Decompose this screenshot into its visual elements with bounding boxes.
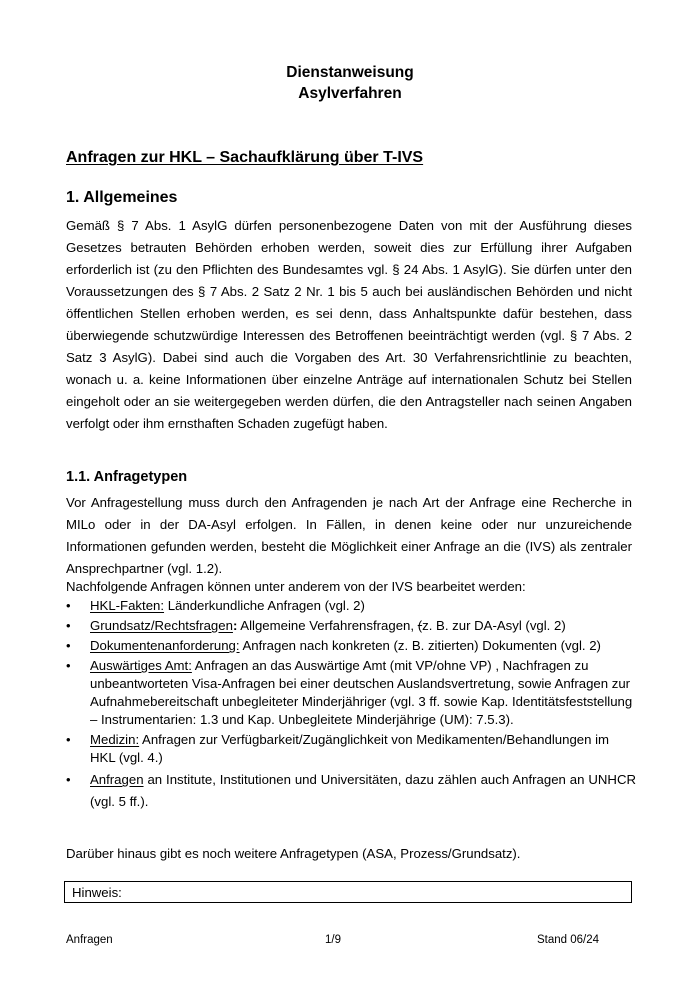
document-title: Dienstanweisung xyxy=(286,64,414,81)
footer-date: Stand 06/24 xyxy=(537,934,600,946)
list-item-term: Anfragen xyxy=(90,772,144,787)
list-item xyxy=(66,657,636,729)
list-item xyxy=(66,637,636,655)
bullet-icon: • xyxy=(66,658,71,673)
list-item-text: Anfragen an das Auswärtige Amt (mit VP/ohne VP) , Nachfragen zu unbeantworteten Visa-Anfragen bei einer deutschen Auslandsvertretung, sowie Anfragen zur Aufnahmebereitschaft unbegleiteter Minderjähriger (vgl. 3 ff. sowie Kap. Identitätsfeststellung – Instrumentarien: 1.3 und Kap. Unbegleitete Minderjährige (UM): 7.5.3). xyxy=(90,658,633,727)
list-item xyxy=(66,731,636,767)
list-item-term: Auswärtiges Amt: xyxy=(90,658,192,673)
section-title: Anfragen zur HKL – Sachaufklärung über T-IVS xyxy=(66,149,424,166)
list-outro: Darüber hinaus gibt es noch weitere Anfragetypen (ASA, Prozess/Grundsatz). xyxy=(66,846,521,861)
footer-left: Anfragen xyxy=(66,934,113,946)
bullet-icon: • xyxy=(66,772,71,787)
list-item-rest: z. B. zur DA-Asyl (vgl. 2) xyxy=(422,618,566,633)
page-number: 1/9 xyxy=(325,934,341,946)
list-item-term: Dokumentenanforderung: xyxy=(90,638,240,653)
list-item-text: an Institute, Institutionen und Universitäten, dazu zählen auch Anfragen an UNHCR (vgl. 5 ff.). xyxy=(90,772,636,809)
anfragetypen-list xyxy=(66,597,636,815)
list-item xyxy=(66,597,636,615)
bullet-icon: • xyxy=(66,732,71,747)
list-item-colon: : xyxy=(232,618,238,633)
list-item-text: Anfragen nach konkreten (z. B. zitierten) Dokumenten (vgl. 2) xyxy=(239,638,601,653)
bullet-icon: • xyxy=(66,638,71,653)
document-subtitle: Asylverfahren xyxy=(298,85,402,102)
list-item-term: Medizin: xyxy=(90,732,140,747)
list-item-term: Grundsatz/Rechtsfragen xyxy=(90,618,233,633)
list-item-term: HKL-Fakten: xyxy=(90,598,165,613)
list-item-text: Länderkundliche Anfragen (vgl. 2) xyxy=(164,598,365,613)
list-item-strike: ( xyxy=(417,618,423,633)
list-intro: Nachfolgende Anfragen können unter anderem von der IVS bearbeitet werden: xyxy=(66,579,526,594)
list-item xyxy=(66,617,636,635)
heading-anfragetypen: 1.1. Anfragetypen xyxy=(66,469,188,485)
hinweis-label: Hinweis: xyxy=(72,885,122,900)
bullet-icon: • xyxy=(66,598,71,613)
heading-allgemeines: 1. Allgemeines xyxy=(66,189,178,206)
bullet-icon: • xyxy=(66,618,71,633)
list-item xyxy=(66,769,636,813)
list-item-text: Allgemeine Verfahrensfragen, xyxy=(237,618,418,633)
list-item-text: Anfragen zur Verfügbarkeit/Zugänglichkeit von Medikamenten/Behandlungen im HKL (vgl. 4.) xyxy=(90,732,610,765)
hinweis-box xyxy=(64,881,632,903)
paragraph-allgemeines: Gemäß § 7 Abs. 1 AsylG dürfen personenbezogene Daten von mit der Ausführung dieses Gesetzes betrauten Behörden erhoben werden, soweit dies zur Erfüllung ihrer Aufgaben erforderlich ist (zu den Pflichten des Bundesamtes vgl. § 24 Abs. 1 AsylG). Sie dürfen unter den Voraussetzungen des § 7 Abs. 2 Satz 2 Nr. 1 bis 5 auch bei ausländischen Behörden und nicht öffentlichen Stellen erhoben werden, es sei denn, dass Anhaltspunkte dafür bestehen, dass überwiegende schutzwürdige Interessen des Betroffenen beeinträchtigt werden (vgl. § 7 Abs. 2 Satz 3 AsylG). Dabei sind auch die Vorgaben des Art. 30 Verfahrensrichtlinie zu beachten, wonach u. a. keine Informationen über einzelne Anträge auf internationalen Schutz bei Stellen eingeholt oder an sie weitergegeben werden dürfen, die den Antragsteller nach seinen Angaben verfolgt oder ihm ernsthaften Schaden zugefügt haben. xyxy=(66,218,632,431)
paragraph-anfragetypen: Vor Anfragestellung muss durch den Anfragenden je nach Art der Anfrage eine Recherche in MILo oder in der DA-Asyl erfolgen. In Fällen, in denen keine oder nur unzureichende Informationen gefunden werden, besteht die Möglichkeit einer Anfrage an die (IVS) als zentraler Ansprechpartner (vgl. 1.2). xyxy=(66,495,632,576)
